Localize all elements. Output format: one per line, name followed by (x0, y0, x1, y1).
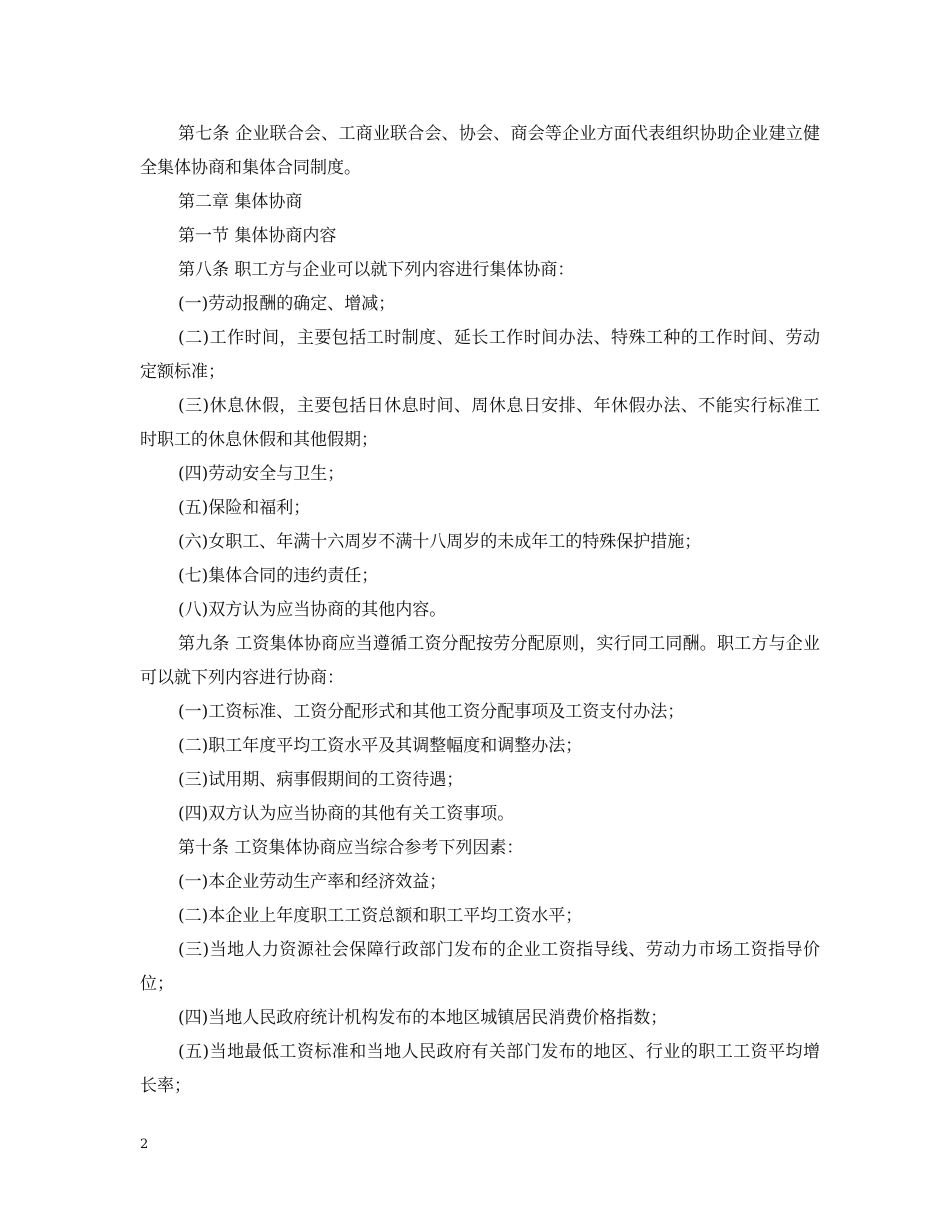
list-item: (三)休息休假，主要包括日休息时间、周休息日安排、年休假办法、不能实行标准工时职工的休息休假和其他假期； (140, 396, 820, 450)
page-number: 2 (140, 1137, 149, 1152)
list-item: (二)本企业上年度职工工资总额和职工平均工资水平； (178, 906, 583, 926)
list-item: (一)本企业劳动生产率和经济效益； (178, 872, 447, 892)
section-1-heading: 第一节 集体协商内容 (178, 226, 337, 246)
list-item: (七)集体合同的违约责任； (178, 566, 379, 586)
list-item: (三)当地人力资源社会保障行政部门发布的企业工资指导线、劳动力市场工资指导价位； (140, 940, 820, 994)
paragraph-article-10: 第十条 工资集体协商应当综合参考下列因素： (178, 838, 524, 858)
list-item: (四)当地人民政府统计机构发布的本地区城镇居民消费价格指数； (178, 1008, 668, 1028)
paragraph-article-8: 第八条 职工方与企业可以就下列内容进行集体协商： (178, 260, 575, 280)
list-item: (二)工作时间，主要包括工时制度、延长工作时间办法、特殊工种的工作时间、劳动定额标准； (140, 328, 820, 382)
list-item: (一)工资标准、工资分配形式和其他工资分配事项及工资支付办法； (178, 702, 685, 722)
list-item: (五)保险和福利； (178, 498, 311, 518)
list-item: (四)双方认为应当协商的其他有关工资事项。 (178, 804, 515, 824)
document-body (140, 117, 820, 1103)
list-item: (二)职工年度平均工资水平及其调整幅度和调整办法； (178, 736, 583, 756)
paragraph-article-7: 第七条 企业联合会、工商业联合会、协会、商会等企业方面代表组织协助企业建立健全集体协商和集体合同制度。 (140, 124, 820, 178)
list-item: (三)试用期、病事假期间的工资待遇； (178, 770, 464, 790)
paragraph-article-9: 第九条 工资集体协商应当遵循工资分配按劳分配原则，实行同工同酬。职工方与企业可以就下列内容进行协商： (140, 634, 820, 688)
list-item: (四)劳动安全与卫生； (178, 464, 345, 484)
list-item: (八)双方认为应当协商的其他内容。 (178, 600, 447, 620)
list-item: (五)当地最低工资标准和当地人民政府有关部门发布的地区、行业的职工工资平均增长率； (140, 1042, 820, 1096)
list-item: (一)劳动报酬的确定、增减； (178, 294, 396, 314)
chapter-2-heading: 第二章 集体协商 (178, 192, 303, 212)
list-item: (六)女职工、年满十六周岁不满十八周岁的未成年工的特殊保护措施； (178, 532, 702, 552)
